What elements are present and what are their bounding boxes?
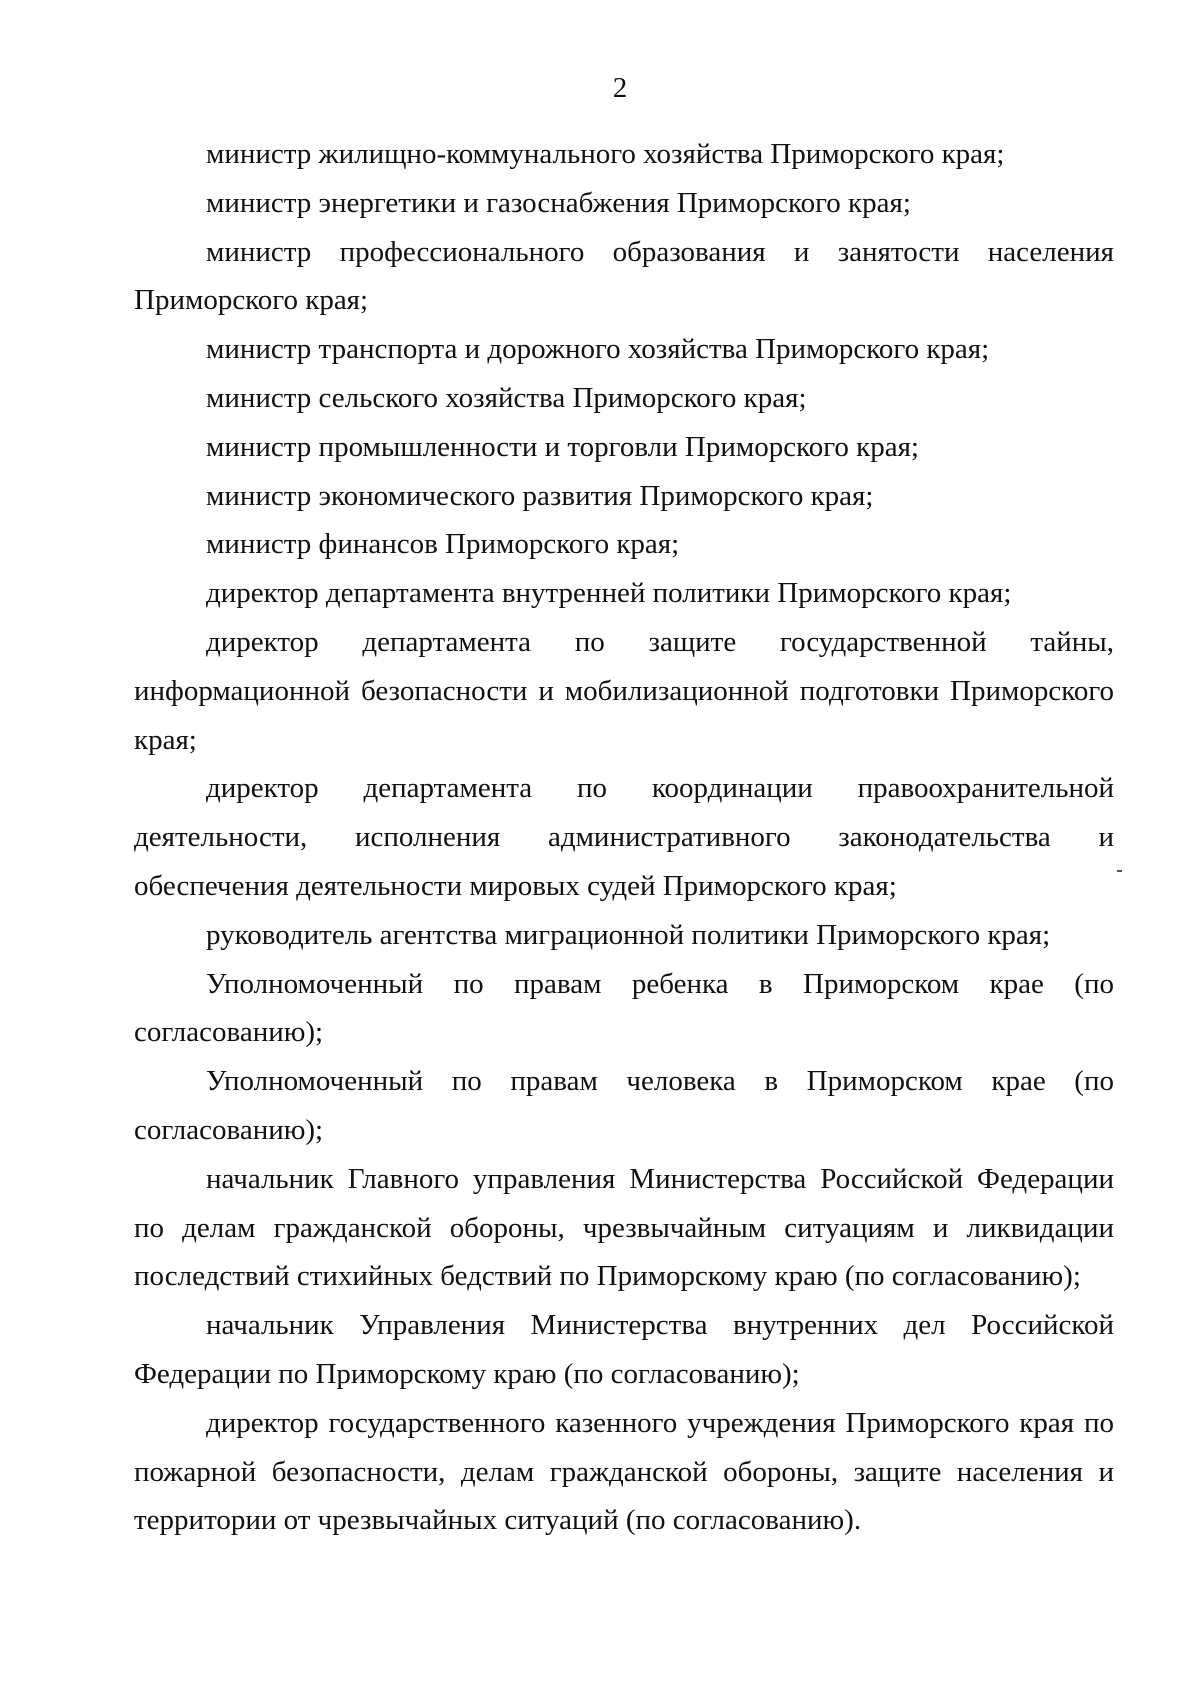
page-number: 2 (612, 72, 628, 104)
list-item: Уполномоченный по правам человека в Приморском крае (по согласованию); (134, 1065, 1114, 1146)
list-item: министр жилищно-коммунального хозяйства Приморского края; (206, 138, 1005, 170)
list-item: министр экономического развития Приморского края; (206, 479, 874, 512)
list-item: руководитель агентства миграционной политики Приморского края; (206, 918, 1051, 951)
list-item: начальник Управления Министерства внутренних дел Российской Федерации по Приморскому краю (по согласованию); (134, 1309, 1114, 1390)
list-item: министр транспорта и дорожного хозяйства Приморского края; (206, 333, 990, 366)
list-item: министр финансов Приморского края; (206, 528, 680, 561)
list-item: начальник Главного управления Министерства Российской Федерации по делам гражданской обороны, чрезвычайным ситуациям и ликвидации последствий стихийных бедствий по Приморскому краю (по согласованию); (134, 1162, 1114, 1293)
list-item: директор департамента внутренней политики Приморского края; (206, 577, 1012, 610)
list-item: Уполномоченный по правам ребенка в Приморском крае (по согласованию); (134, 967, 1114, 1049)
list-item: министр сельского хозяйства Приморского края; (206, 381, 807, 414)
scan-artifact (1117, 870, 1122, 872)
list-item: директор департамента по защите государственной тайны, информационной безопасности и мобилизационной подготовки Приморского края; (134, 625, 1114, 756)
list-item: министр промышленности и торговли Приморского края; (206, 430, 919, 463)
list-item: министр энергетики и газоснабжения Приморского края; (206, 186, 911, 219)
list-item: министр профессионального образования и занятости населения Приморского края; (134, 235, 1114, 317)
member-list (134, 130, 1114, 1545)
list-item: директор государственного казенного учреждения Приморского края по пожарной безопасности, делам гражданской обороны, защите населения и территории от чрезвычайных ситуаций (по согласованию). (134, 1406, 1114, 1537)
list-item: директор департамента по координации правоохранительной деятельности, исполнения административного законодательства и обеспечения деятельности мировых судей Приморского края; (134, 772, 1114, 902)
